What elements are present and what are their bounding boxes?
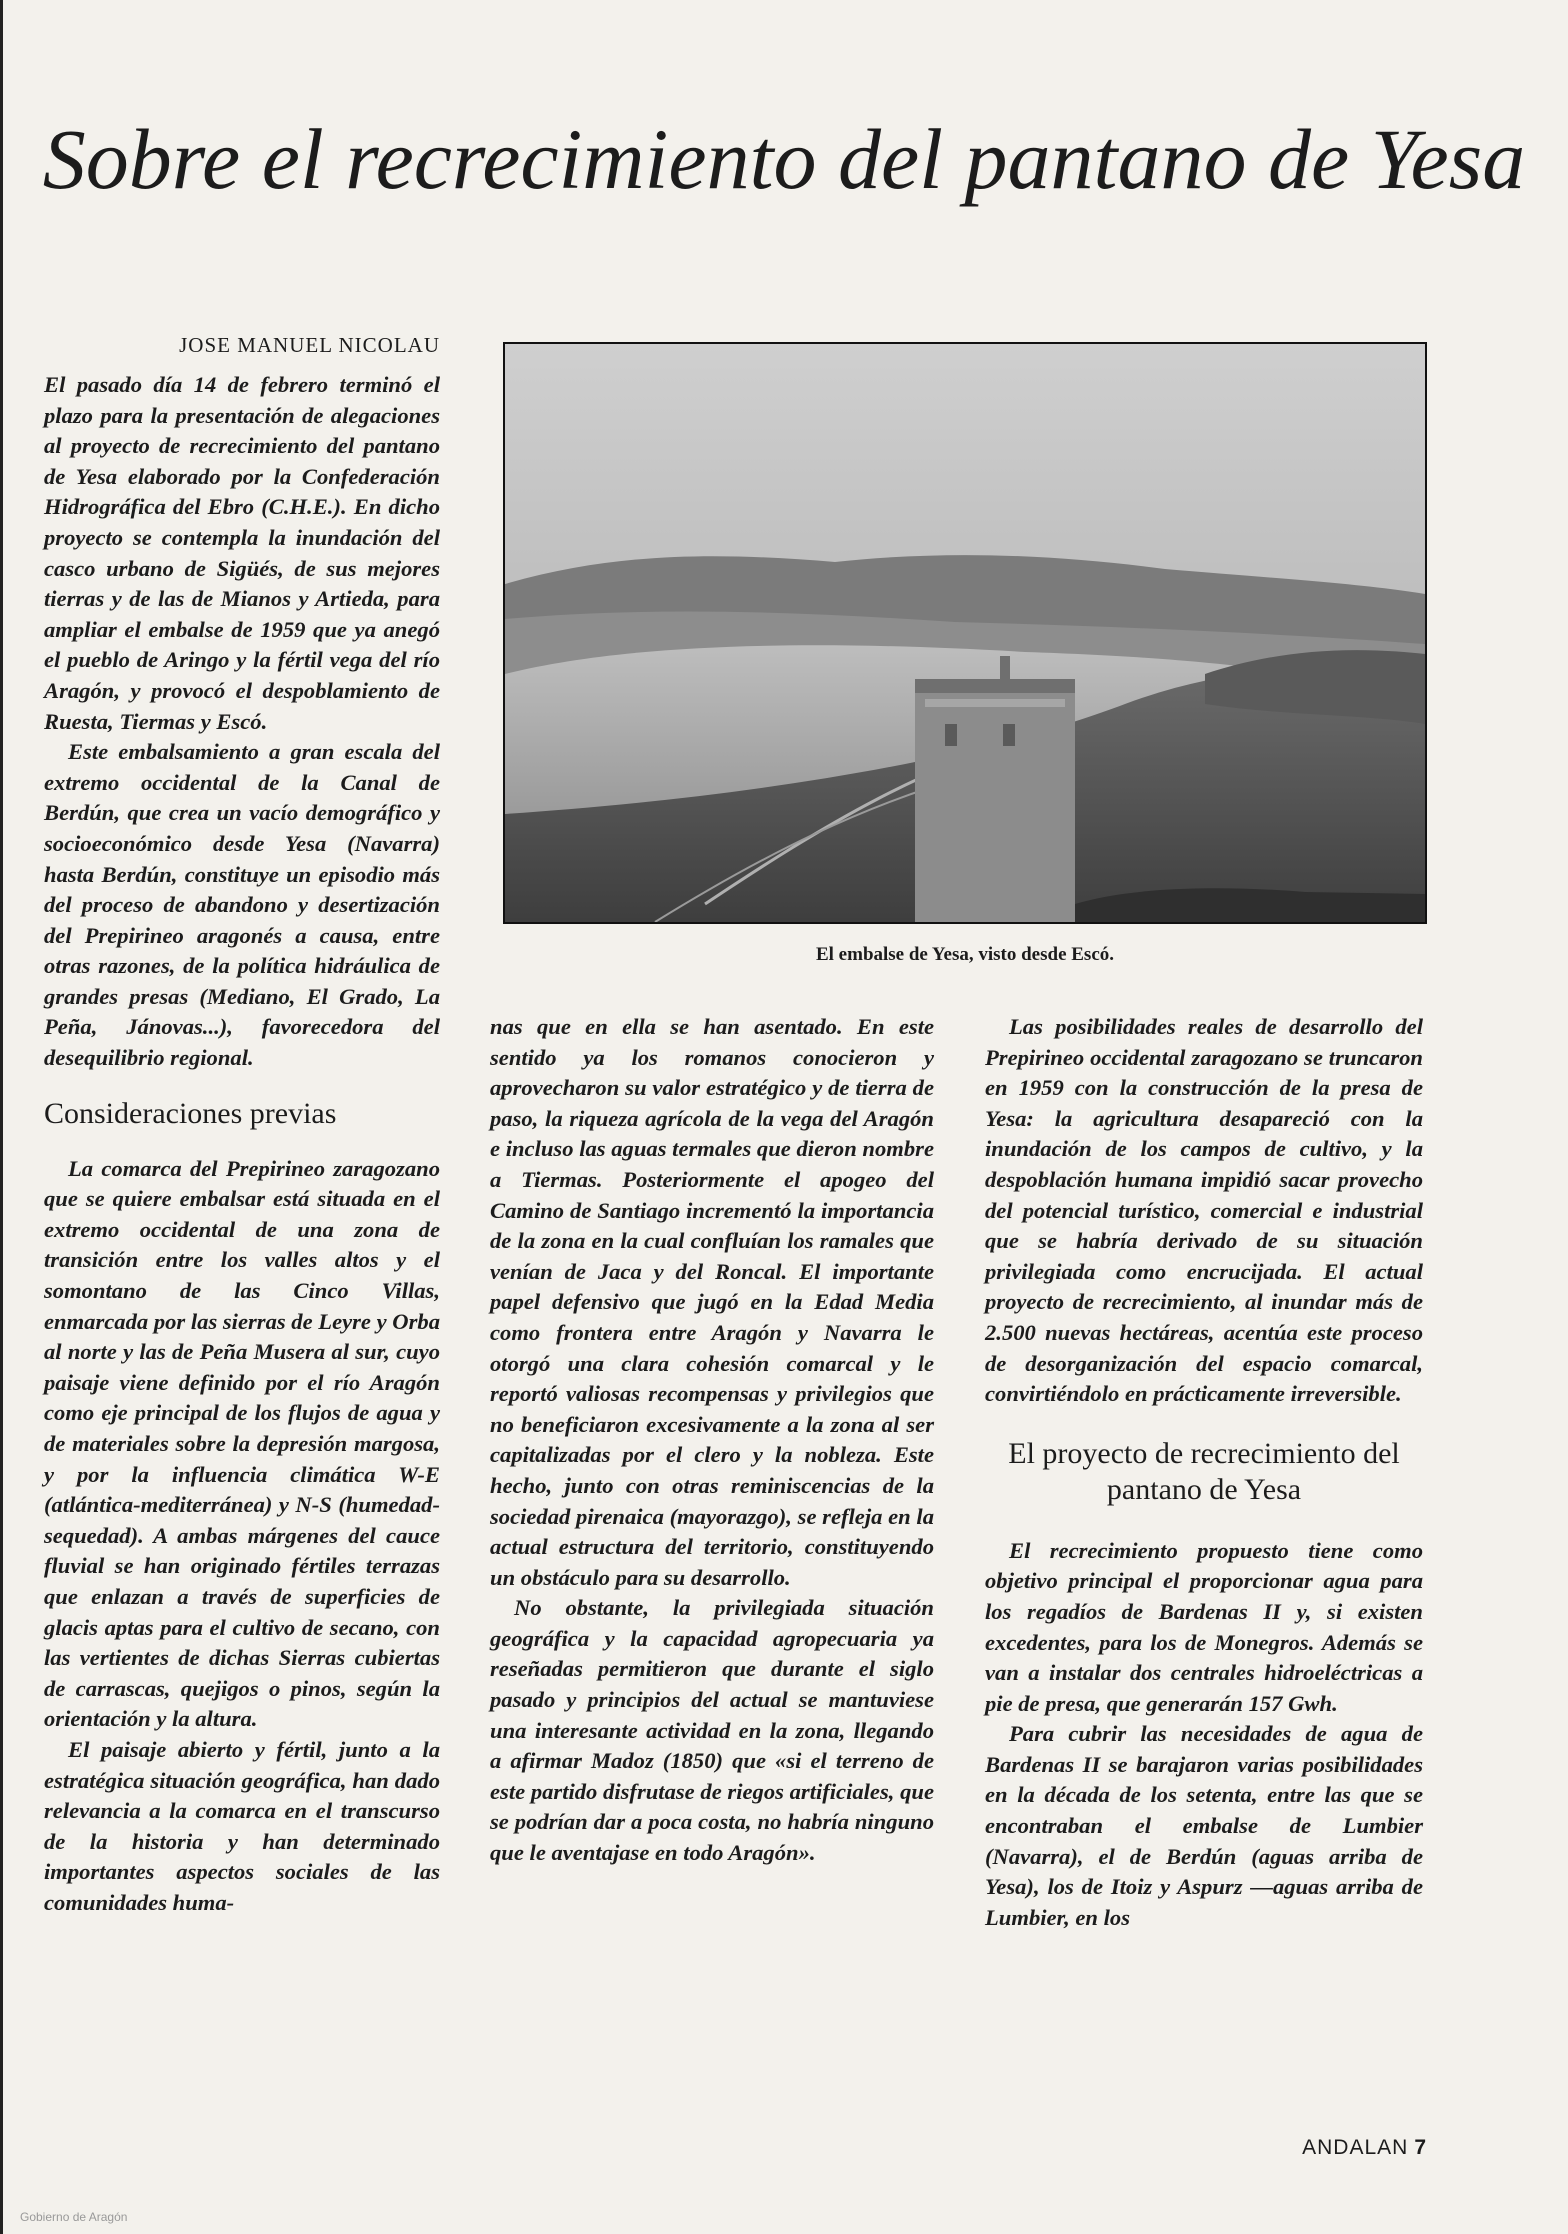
paragraph: El paisaje abierto y fértil, junto a la estratégica situación geográfica, han dado relevancia a la comarca en el transcurso de la historia y han determinado importantes aspectos sociales de las comunidades huma- [44, 1736, 440, 1915]
paragraph: Las posibilidades reales de desarrollo del Prepirineo occidental zaragozano se truncaron en 1959 con la construcción de la presa de Yesa: la agricultura desapareció con la inundación de los campos de cultivo, y la despoblación humana impidió sacar provecho del potencial turístico, comercial e industrial que se habría derivado de su situación privilegiada como encrucijada. El actual proyecto de recrecimiento, al inundar más de 2.500 nuevas hectáreas, acentúa este proceso de desorganización del espacio comarcal, convirtiéndolo en prácticamente irreversible. [985, 1014, 1423, 1407]
paragraph: La comarca del Prepirineo zaragozano que se quiere embalsar está situada en el extremo occidental de una zona de transición entre los valles altos y el somontano de las Cinco Villas, enmarcada por las sierras de Leyre y Orba al norte y las de Peña Musera al sur, cuyo paisaje viene definido por el río Aragón como eje principal de los flujos de agua y de materiales sobre la depresión margosa, y por la influencia climática W-E (atlántica-mediterránea) y N-S (humedad-sequedad). A ambas márgenes del cauce fluvial se han originado fértiles terrazas que enlazan a través de superficies de glacis aptas para el cultivo de secano, con las vertientes de dichas Sierras cubiertas de carrascas, quejigos o pinos, según la orientación y la altura. [44, 1155, 440, 1732]
page-number: 7 [1414, 2136, 1427, 2159]
column-2 [490, 1012, 934, 1869]
page-edge [0, 0, 3, 2234]
paragraph: nas que en ella se han asentado. En este sentido ya los romanos conocieron y aprovecharon su valor estratégico y de tierra de paso, la riqueza agrícola de la vega del Aragón e incluso las aguas termales que dieron nombre a Tiermas. Posteriormente el apogeo del Camino de Santiago incrementó la importancia de la zona en la cual confluían los ramales que venían de Jaca y del Roncal. El importante papel defensivo que jugó en la Edad Media como frontera entre Aragón y Navarra le otorgó una clara cohesión comarcal y le reportó valiosas recompensas y privilegios que no beneficiaron excesivamente a la zona al ser capitalizadas por el clero y la nobleza. Este hecho, junto con otras reminiscencias de la sociedad pirenaica (mayorazgo), se refleja en la actual estructura del territorio, constituyendo un obstáculo para su desarrollo. [490, 1014, 934, 1590]
page-footer [1302, 2136, 1427, 2160]
section-heading-consideraciones: Consideraciones previas [44, 1096, 337, 1130]
watermark-text: Gobierno de Aragón [20, 2210, 128, 2224]
paragraph: Este embalsamiento a gran escala del extremo occidental de la Canal de Berdún, que crea un vacío demográfico y socioeconómico desde Yesa (Navarra) hasta Berdún, constituye un episodio más del proceso de abandono y desertización del Prepirineo aragonés a causa, entre otras razones, de la política hidráulica de grandes presas (Mediano, El Grado, La Peña, Jánovas...), favorecedora del desequilibrio regional. [44, 739, 440, 1071]
paragraph: El pasado día 14 de febrero terminó el plazo para la presentación de alegaciones al proyecto de recrecimiento del pantano de Yesa elaborado por la Confederación Hidrográfica del Ebro (C.H.E.). En dicho proyecto se contempla la inundación del casco urbano de Sigüés, de sus mejores tierras y de las de Mianos y Artieda, para ampliar el embalse de 1959 que ya anegó el pueblo de Aringo y la fértil vega del río Aragón, y provocó el despoblamiento de Ruesta, Tiermas y Escó. [44, 372, 440, 734]
paragraph: El recrecimiento propuesto tiene como objetivo principal el proporcionar agua para los regadíos de Bardenas II y, si existen excedentes, para los de Monegros. Además se van a instalar dos centrales hidroeléctricas a pie de presa, que generarán 157 Gwh. [985, 1537, 1423, 1716]
photo-caption: El embalse de Yesa, visto desde Escó. [815, 944, 1115, 965]
reservoir-photo [503, 342, 1427, 924]
paragraph: Para cubrir las necesidades de agua de Bardenas II se barajaron varias posibilidades en la década de los setenta, entre las que se encontraban el embalse de Lumbier (Navarra), el de Berdún (aguas arriba de Yesa), los de Itoiz y Aspurz —aguas arriba de Lumbier, en los [985, 1721, 1423, 1930]
publication-name: ANDALAN [1302, 2136, 1409, 2159]
article-title: Sobre el recrecimiento del pantano de Yesa [42, 111, 1526, 207]
column-1 [44, 370, 440, 1919]
column-3 [985, 1012, 1423, 1933]
paragraph: No obstante, la privilegiada situación geográfica y la capacidad agropecuaria ya reseñadas permitieron que durante el siglo pasado y principios del actual se mantuviese una interesante actividad en la zona, llegando a afirmar Madoz (1850) que «si el terreno de este partido disfrutase de riegos artificiales, que se podrían dar a poca costa, no habría ninguno que le aventajase en todo Aragón». [490, 1595, 934, 1866]
section-heading-proyecto: El proyecto de recrecimiento del pantano de Yesa [1008, 1436, 1400, 1506]
author-byline: JOSE MANUEL NICOLAU [179, 333, 440, 357]
